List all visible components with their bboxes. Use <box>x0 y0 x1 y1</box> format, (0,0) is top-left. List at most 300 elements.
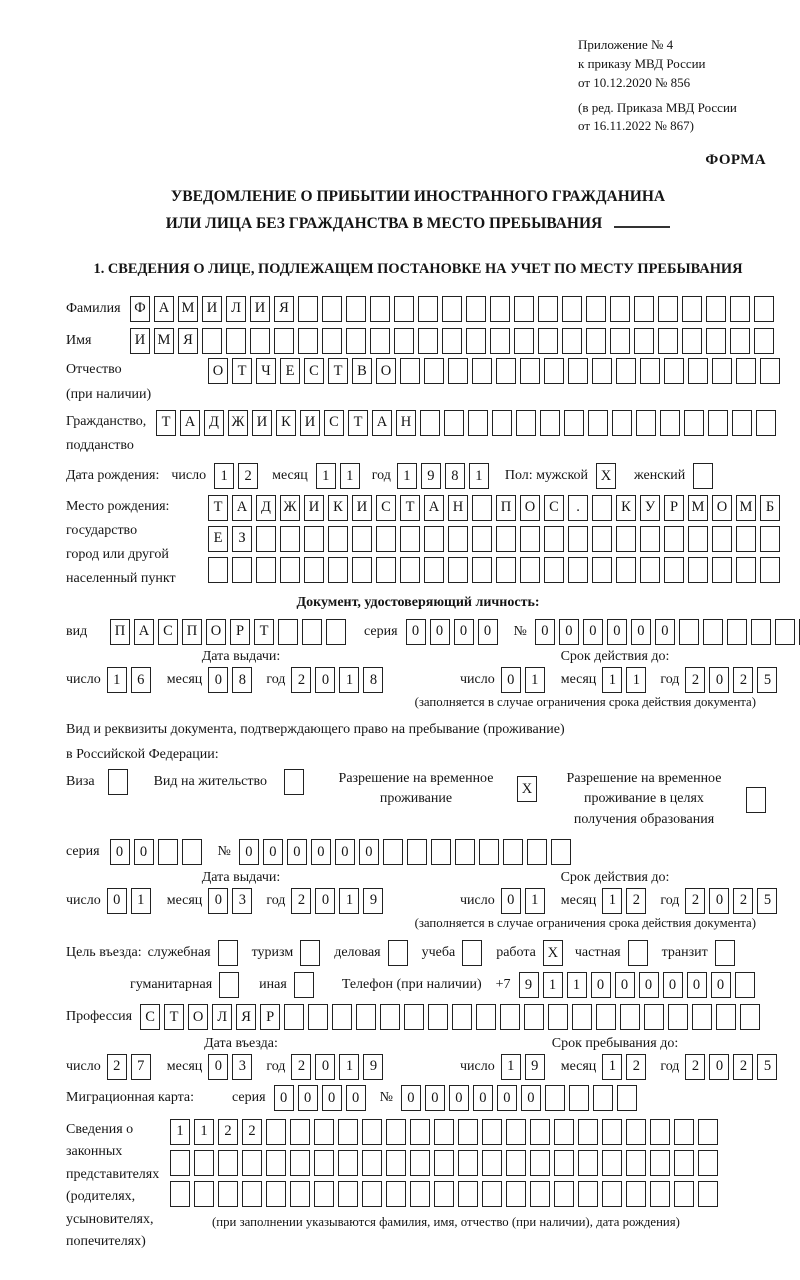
char-box[interactable]: Т <box>348 410 368 436</box>
char-box[interactable] <box>610 296 630 322</box>
char-box[interactable]: С <box>140 1004 160 1030</box>
char-box[interactable] <box>660 410 680 436</box>
char-box[interactable] <box>202 328 222 354</box>
char-box[interactable] <box>617 1085 637 1111</box>
char-box[interactable] <box>568 526 588 552</box>
char-box[interactable] <box>698 1119 718 1145</box>
char-box[interactable]: Д <box>256 495 276 521</box>
char-box[interactable] <box>544 526 564 552</box>
char-box[interactable]: 6 <box>131 667 151 693</box>
char-box[interactable] <box>290 1181 310 1207</box>
char-box[interactable] <box>182 839 202 865</box>
char-box[interactable]: 2 <box>242 1119 262 1145</box>
char-box[interactable] <box>706 296 726 322</box>
char-box[interactable] <box>568 557 588 583</box>
char-box[interactable] <box>544 358 564 384</box>
char-box[interactable] <box>492 410 512 436</box>
char-box[interactable] <box>703 619 723 645</box>
char-box[interactable]: 1 <box>397 463 417 489</box>
char-box[interactable] <box>219 972 239 998</box>
char-box[interactable] <box>300 940 320 966</box>
char-box[interactable] <box>362 1181 382 1207</box>
char-box[interactable] <box>586 328 606 354</box>
char-box[interactable] <box>634 296 654 322</box>
char-box[interactable]: М <box>154 328 174 354</box>
char-box[interactable]: 0 <box>430 619 450 645</box>
char-box[interactable] <box>688 358 708 384</box>
char-box[interactable] <box>472 495 492 521</box>
char-box[interactable] <box>208 557 228 583</box>
char-box[interactable] <box>658 328 678 354</box>
char-box[interactable]: 0 <box>615 972 635 998</box>
char-box[interactable] <box>664 557 684 583</box>
char-box[interactable] <box>278 619 298 645</box>
char-box[interactable] <box>664 358 684 384</box>
char-box[interactable]: А <box>372 410 392 436</box>
char-box[interactable]: 1 <box>602 888 622 914</box>
char-box[interactable]: 0 <box>208 888 228 914</box>
char-box[interactable] <box>650 1181 670 1207</box>
char-box[interactable] <box>280 557 300 583</box>
char-box[interactable]: Д <box>204 410 224 436</box>
char-box[interactable]: 0 <box>709 667 729 693</box>
char-box[interactable] <box>538 296 558 322</box>
char-box[interactable] <box>322 328 342 354</box>
char-box[interactable] <box>634 328 654 354</box>
char-box[interactable]: 0 <box>335 839 355 865</box>
char-box[interactable] <box>569 1085 589 1111</box>
char-box[interactable]: 0 <box>263 839 283 865</box>
char-box[interactable] <box>520 526 540 552</box>
char-box[interactable]: П <box>496 495 516 521</box>
char-box[interactable] <box>326 619 346 645</box>
char-box[interactable]: 0 <box>274 1085 294 1111</box>
char-box[interactable]: 5 <box>757 667 777 693</box>
char-box[interactable]: 1 <box>316 463 336 489</box>
char-box[interactable] <box>760 557 780 583</box>
char-box[interactable] <box>616 557 636 583</box>
char-box[interactable] <box>730 296 750 322</box>
char-box[interactable]: А <box>424 495 444 521</box>
char-box[interactable] <box>490 296 510 322</box>
char-box[interactable] <box>736 557 756 583</box>
char-box[interactable]: М <box>688 495 708 521</box>
char-box[interactable]: 0 <box>208 667 228 693</box>
char-box[interactable]: 2 <box>107 1054 127 1080</box>
char-box[interactable] <box>424 526 444 552</box>
char-box[interactable]: Ж <box>228 410 248 436</box>
char-box[interactable]: З <box>232 526 252 552</box>
char-box[interactable]: 0 <box>311 839 331 865</box>
char-box[interactable]: 2 <box>291 667 311 693</box>
char-box[interactable]: 5 <box>757 888 777 914</box>
char-box[interactable] <box>658 296 678 322</box>
char-box[interactable]: 8 <box>445 463 465 489</box>
char-box[interactable] <box>554 1181 574 1207</box>
char-box[interactable] <box>232 557 252 583</box>
char-box[interactable]: 2 <box>291 1054 311 1080</box>
char-box[interactable]: 1 <box>602 667 622 693</box>
char-box[interactable]: 1 <box>214 463 234 489</box>
char-box[interactable] <box>468 410 488 436</box>
char-box[interactable] <box>410 1181 430 1207</box>
char-box[interactable] <box>640 557 660 583</box>
char-box[interactable] <box>386 1119 406 1145</box>
char-box[interactable] <box>688 526 708 552</box>
char-box[interactable] <box>592 526 612 552</box>
char-box[interactable] <box>274 328 294 354</box>
char-box[interactable]: 0 <box>425 1085 445 1111</box>
char-box[interactable] <box>400 526 420 552</box>
char-box[interactable]: 0 <box>287 839 307 865</box>
char-box[interactable] <box>610 328 630 354</box>
char-box[interactable] <box>668 1004 688 1030</box>
char-box[interactable] <box>708 410 728 436</box>
char-box[interactable]: 0 <box>583 619 603 645</box>
char-box[interactable]: С <box>544 495 564 521</box>
char-box[interactable] <box>383 839 403 865</box>
char-box[interactable] <box>754 328 774 354</box>
char-box[interactable]: X <box>543 940 563 966</box>
char-box[interactable] <box>388 940 408 966</box>
char-box[interactable] <box>290 1119 310 1145</box>
char-box[interactable] <box>322 296 342 322</box>
char-box[interactable] <box>698 1181 718 1207</box>
char-box[interactable] <box>760 358 780 384</box>
char-box[interactable]: 2 <box>218 1119 238 1145</box>
char-box[interactable] <box>218 940 238 966</box>
char-box[interactable] <box>444 410 464 436</box>
char-box[interactable] <box>266 1119 286 1145</box>
char-box[interactable] <box>472 358 492 384</box>
char-box[interactable]: 2 <box>685 1054 705 1080</box>
char-box[interactable]: 0 <box>107 888 127 914</box>
char-box[interactable] <box>448 557 468 583</box>
char-box[interactable] <box>410 1119 430 1145</box>
char-box[interactable] <box>314 1181 334 1207</box>
char-box[interactable] <box>628 940 648 966</box>
char-box[interactable] <box>712 557 732 583</box>
char-box[interactable] <box>520 557 540 583</box>
char-box[interactable] <box>158 839 178 865</box>
char-box[interactable] <box>418 296 438 322</box>
char-box[interactable]: 0 <box>315 888 335 914</box>
char-box[interactable]: 0 <box>559 619 579 645</box>
char-box[interactable]: 0 <box>110 839 130 865</box>
char-box[interactable] <box>602 1181 622 1207</box>
char-box[interactable] <box>506 1181 526 1207</box>
char-box[interactable]: К <box>616 495 636 521</box>
char-box[interactable]: 9 <box>363 1054 383 1080</box>
char-box[interactable] <box>586 296 606 322</box>
char-box[interactable] <box>479 839 499 865</box>
char-box[interactable]: А <box>134 619 154 645</box>
char-box[interactable]: Б <box>760 495 780 521</box>
char-box[interactable]: 0 <box>535 619 555 645</box>
char-box[interactable]: Л <box>212 1004 232 1030</box>
char-box[interactable] <box>400 557 420 583</box>
char-box[interactable] <box>684 410 704 436</box>
char-box[interactable]: 1 <box>340 463 360 489</box>
char-box[interactable]: Н <box>396 410 416 436</box>
char-box[interactable] <box>692 1004 712 1030</box>
char-box[interactable] <box>466 328 486 354</box>
char-box[interactable]: 1 <box>107 667 127 693</box>
char-box[interactable] <box>626 1181 646 1207</box>
char-box[interactable]: В <box>352 358 372 384</box>
char-box[interactable]: 1 <box>525 667 545 693</box>
char-box[interactable]: 1 <box>501 1054 521 1080</box>
char-box[interactable] <box>568 358 588 384</box>
char-box[interactable]: К <box>328 495 348 521</box>
char-box[interactable] <box>250 328 270 354</box>
char-box[interactable]: 2 <box>733 888 753 914</box>
char-box[interactable] <box>452 1004 472 1030</box>
char-box[interactable]: И <box>300 410 320 436</box>
char-box[interactable] <box>424 358 444 384</box>
char-box[interactable]: 0 <box>607 619 627 645</box>
char-box[interactable]: 0 <box>497 1085 517 1111</box>
char-box[interactable] <box>530 1181 550 1207</box>
char-box[interactable]: 0 <box>298 1085 318 1111</box>
char-box[interactable] <box>400 358 420 384</box>
char-box[interactable] <box>640 358 660 384</box>
char-box[interactable] <box>746 787 766 813</box>
char-box[interactable] <box>736 358 756 384</box>
char-box[interactable]: 1 <box>194 1119 214 1145</box>
char-box[interactable] <box>338 1119 358 1145</box>
char-box[interactable]: С <box>158 619 178 645</box>
char-box[interactable]: С <box>324 410 344 436</box>
char-box[interactable] <box>527 839 547 865</box>
char-box[interactable] <box>716 1004 736 1030</box>
char-box[interactable]: 7 <box>131 1054 151 1080</box>
char-box[interactable] <box>544 557 564 583</box>
char-box[interactable] <box>256 557 276 583</box>
char-box[interactable]: 2 <box>685 667 705 693</box>
char-box[interactable] <box>730 328 750 354</box>
char-box[interactable] <box>418 328 438 354</box>
char-box[interactable] <box>506 1119 526 1145</box>
char-box[interactable]: 9 <box>363 888 383 914</box>
char-box[interactable]: 1 <box>626 667 646 693</box>
char-box[interactable]: . <box>568 495 588 521</box>
char-box[interactable] <box>431 839 451 865</box>
char-box[interactable]: 0 <box>501 667 521 693</box>
char-box[interactable] <box>482 1119 502 1145</box>
char-box[interactable]: 9 <box>525 1054 545 1080</box>
char-box[interactable]: Т <box>232 358 252 384</box>
char-box[interactable] <box>760 526 780 552</box>
char-box[interactable]: 3 <box>232 888 252 914</box>
char-box[interactable] <box>428 1004 448 1030</box>
char-box[interactable] <box>715 940 735 966</box>
char-box[interactable]: 9 <box>519 972 539 998</box>
char-box[interactable] <box>284 769 304 795</box>
char-box[interactable]: 1 <box>469 463 489 489</box>
char-box[interactable] <box>682 328 702 354</box>
char-box[interactable]: А <box>154 296 174 322</box>
char-box[interactable] <box>712 526 732 552</box>
char-box[interactable] <box>490 328 510 354</box>
char-box[interactable]: 0 <box>208 1054 228 1080</box>
char-box[interactable] <box>386 1181 406 1207</box>
char-box[interactable]: А <box>180 410 200 436</box>
char-box[interactable]: 8 <box>232 667 252 693</box>
char-box[interactable] <box>314 1119 334 1145</box>
char-box[interactable]: К <box>276 410 296 436</box>
char-box[interactable]: Я <box>178 328 198 354</box>
char-box[interactable] <box>226 328 246 354</box>
char-box[interactable] <box>650 1119 670 1145</box>
char-box[interactable]: Т <box>254 619 274 645</box>
char-box[interactable]: П <box>182 619 202 645</box>
char-box[interactable] <box>380 1004 400 1030</box>
char-box[interactable]: О <box>206 619 226 645</box>
char-box[interactable] <box>458 1119 478 1145</box>
char-box[interactable]: 1 <box>339 888 359 914</box>
char-box[interactable] <box>727 619 747 645</box>
char-box[interactable]: 1 <box>339 667 359 693</box>
char-box[interactable] <box>370 328 390 354</box>
char-box[interactable]: 0 <box>709 888 729 914</box>
char-box[interactable] <box>775 619 795 645</box>
char-box[interactable] <box>328 557 348 583</box>
char-box[interactable] <box>514 296 534 322</box>
char-box[interactable] <box>732 410 752 436</box>
char-box[interactable]: М <box>178 296 198 322</box>
char-box[interactable] <box>352 526 372 552</box>
char-box[interactable] <box>706 328 726 354</box>
char-box[interactable]: X <box>596 463 616 489</box>
char-box[interactable] <box>308 1004 328 1030</box>
char-box[interactable] <box>636 410 656 436</box>
char-box[interactable] <box>284 1004 304 1030</box>
char-box[interactable] <box>294 972 314 998</box>
char-box[interactable] <box>500 1004 520 1030</box>
char-box[interactable] <box>434 1119 454 1145</box>
char-box[interactable] <box>298 328 318 354</box>
char-box[interactable]: 0 <box>315 667 335 693</box>
char-box[interactable]: 0 <box>478 619 498 645</box>
char-box[interactable] <box>302 619 322 645</box>
char-box[interactable]: 0 <box>709 1054 729 1080</box>
char-box[interactable]: 5 <box>757 1054 777 1080</box>
char-box[interactable] <box>462 940 482 966</box>
char-box[interactable]: О <box>520 495 540 521</box>
char-box[interactable]: 0 <box>449 1085 469 1111</box>
char-box[interactable]: 1 <box>131 888 151 914</box>
char-box[interactable]: Ч <box>256 358 276 384</box>
char-box[interactable] <box>420 410 440 436</box>
char-box[interactable] <box>332 1004 352 1030</box>
char-box[interactable] <box>458 1181 478 1207</box>
char-box[interactable] <box>612 410 632 436</box>
char-box[interactable] <box>424 557 444 583</box>
char-box[interactable] <box>674 1119 694 1145</box>
char-box[interactable] <box>394 328 414 354</box>
char-box[interactable]: Е <box>208 526 228 552</box>
char-box[interactable] <box>407 839 427 865</box>
char-box[interactable] <box>640 526 660 552</box>
char-box[interactable] <box>712 358 732 384</box>
char-box[interactable] <box>540 410 560 436</box>
char-box[interactable] <box>370 296 390 322</box>
char-box[interactable] <box>352 557 372 583</box>
char-box[interactable] <box>482 1181 502 1207</box>
char-box[interactable]: Ж <box>280 495 300 521</box>
char-box[interactable] <box>644 1004 664 1030</box>
char-box[interactable]: О <box>376 358 396 384</box>
char-box[interactable] <box>496 526 516 552</box>
char-box[interactable]: 0 <box>663 972 683 998</box>
char-box[interactable] <box>328 526 348 552</box>
char-box[interactable] <box>756 410 776 436</box>
char-box[interactable] <box>751 619 771 645</box>
char-box[interactable] <box>280 526 300 552</box>
char-box[interactable]: О <box>712 495 732 521</box>
char-box[interactable]: О <box>208 358 228 384</box>
char-box[interactable] <box>564 410 584 436</box>
char-box[interactable] <box>740 1004 760 1030</box>
char-box[interactable] <box>448 358 468 384</box>
char-box[interactable] <box>503 839 523 865</box>
char-box[interactable]: И <box>250 296 270 322</box>
char-box[interactable] <box>538 328 558 354</box>
char-box[interactable]: 2 <box>685 888 705 914</box>
char-box[interactable] <box>194 1181 214 1207</box>
char-box[interactable] <box>338 1181 358 1207</box>
char-box[interactable] <box>593 1085 613 1111</box>
char-box[interactable]: 2 <box>626 1054 646 1080</box>
char-box[interactable]: И <box>352 495 372 521</box>
char-box[interactable]: 9 <box>421 463 441 489</box>
char-box[interactable]: 0 <box>631 619 651 645</box>
char-box[interactable]: 1 <box>339 1054 359 1080</box>
char-box[interactable]: О <box>188 1004 208 1030</box>
char-box[interactable] <box>514 328 534 354</box>
char-box[interactable] <box>588 410 608 436</box>
char-box[interactable] <box>448 526 468 552</box>
char-box[interactable]: Е <box>280 358 300 384</box>
char-box[interactable]: 2 <box>291 888 311 914</box>
char-box[interactable] <box>266 1181 286 1207</box>
char-box[interactable]: С <box>376 495 396 521</box>
char-box[interactable]: Н <box>448 495 468 521</box>
char-box[interactable] <box>626 1119 646 1145</box>
char-box[interactable] <box>362 1119 382 1145</box>
char-box[interactable] <box>592 557 612 583</box>
char-box[interactable]: А <box>232 495 252 521</box>
char-box[interactable] <box>572 1004 592 1030</box>
char-box[interactable]: 0 <box>711 972 731 998</box>
char-box[interactable] <box>298 296 318 322</box>
char-box[interactable]: Т <box>208 495 228 521</box>
char-box[interactable] <box>218 1181 238 1207</box>
char-box[interactable]: 0 <box>591 972 611 998</box>
char-box[interactable]: И <box>130 328 150 354</box>
char-box[interactable] <box>472 557 492 583</box>
char-box[interactable] <box>472 526 492 552</box>
char-box[interactable] <box>592 358 612 384</box>
char-box[interactable]: Р <box>260 1004 280 1030</box>
char-box[interactable]: 1 <box>170 1119 190 1145</box>
char-box[interactable] <box>466 296 486 322</box>
char-box[interactable] <box>376 557 396 583</box>
char-box[interactable]: 3 <box>232 1054 252 1080</box>
char-box[interactable] <box>496 358 516 384</box>
char-box[interactable]: 0 <box>239 839 259 865</box>
